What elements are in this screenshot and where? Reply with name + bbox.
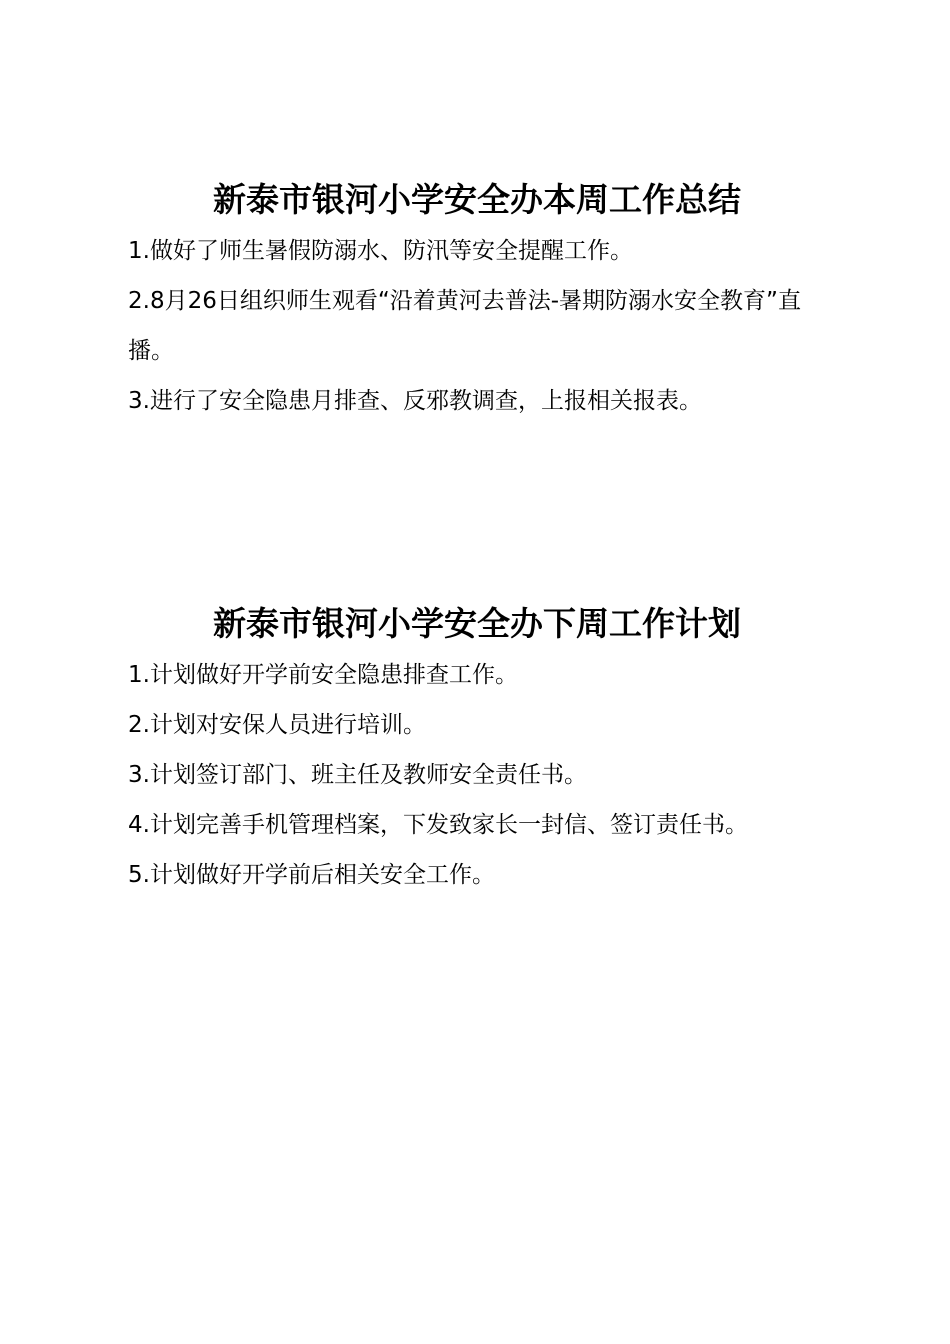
plan-item-2: 2.计划对安保人员进行培训。 [128,712,426,738]
plan-list [128,650,818,900]
summary-item-2: 2.8月26日组织师生观看“沿着黄河去普法-暑期防溺水安全教育”直播。 [128,288,801,364]
summary-item-3: 3.进行了安全隐患月排查、反邪教调查，上报相关报表。 [128,388,702,414]
weekly-summary-section [128,176,818,426]
summary-item-1: 1.做好了师生暑假防溺水、防汛等安全提醒工作。 [128,238,633,264]
plan-item-5: 5.计划做好开学前后相关安全工作。 [128,862,495,888]
next-week-plan-section [128,600,818,900]
plan-item-1: 1.计划做好开学前安全隐患排查工作。 [128,662,518,688]
plan-item-4: 4.计划完善手机管理档案，下发致家长一封信、签订责任书。 [128,812,748,838]
plan-item-3: 3.计划签订部门、班主任及教师安全责任书。 [128,762,587,788]
summary-title: 新泰市银河小学安全办本周工作总结 [213,180,741,219]
summary-list [128,226,818,426]
plan-title: 新泰市银河小学安全办下周工作计划 [213,604,741,643]
